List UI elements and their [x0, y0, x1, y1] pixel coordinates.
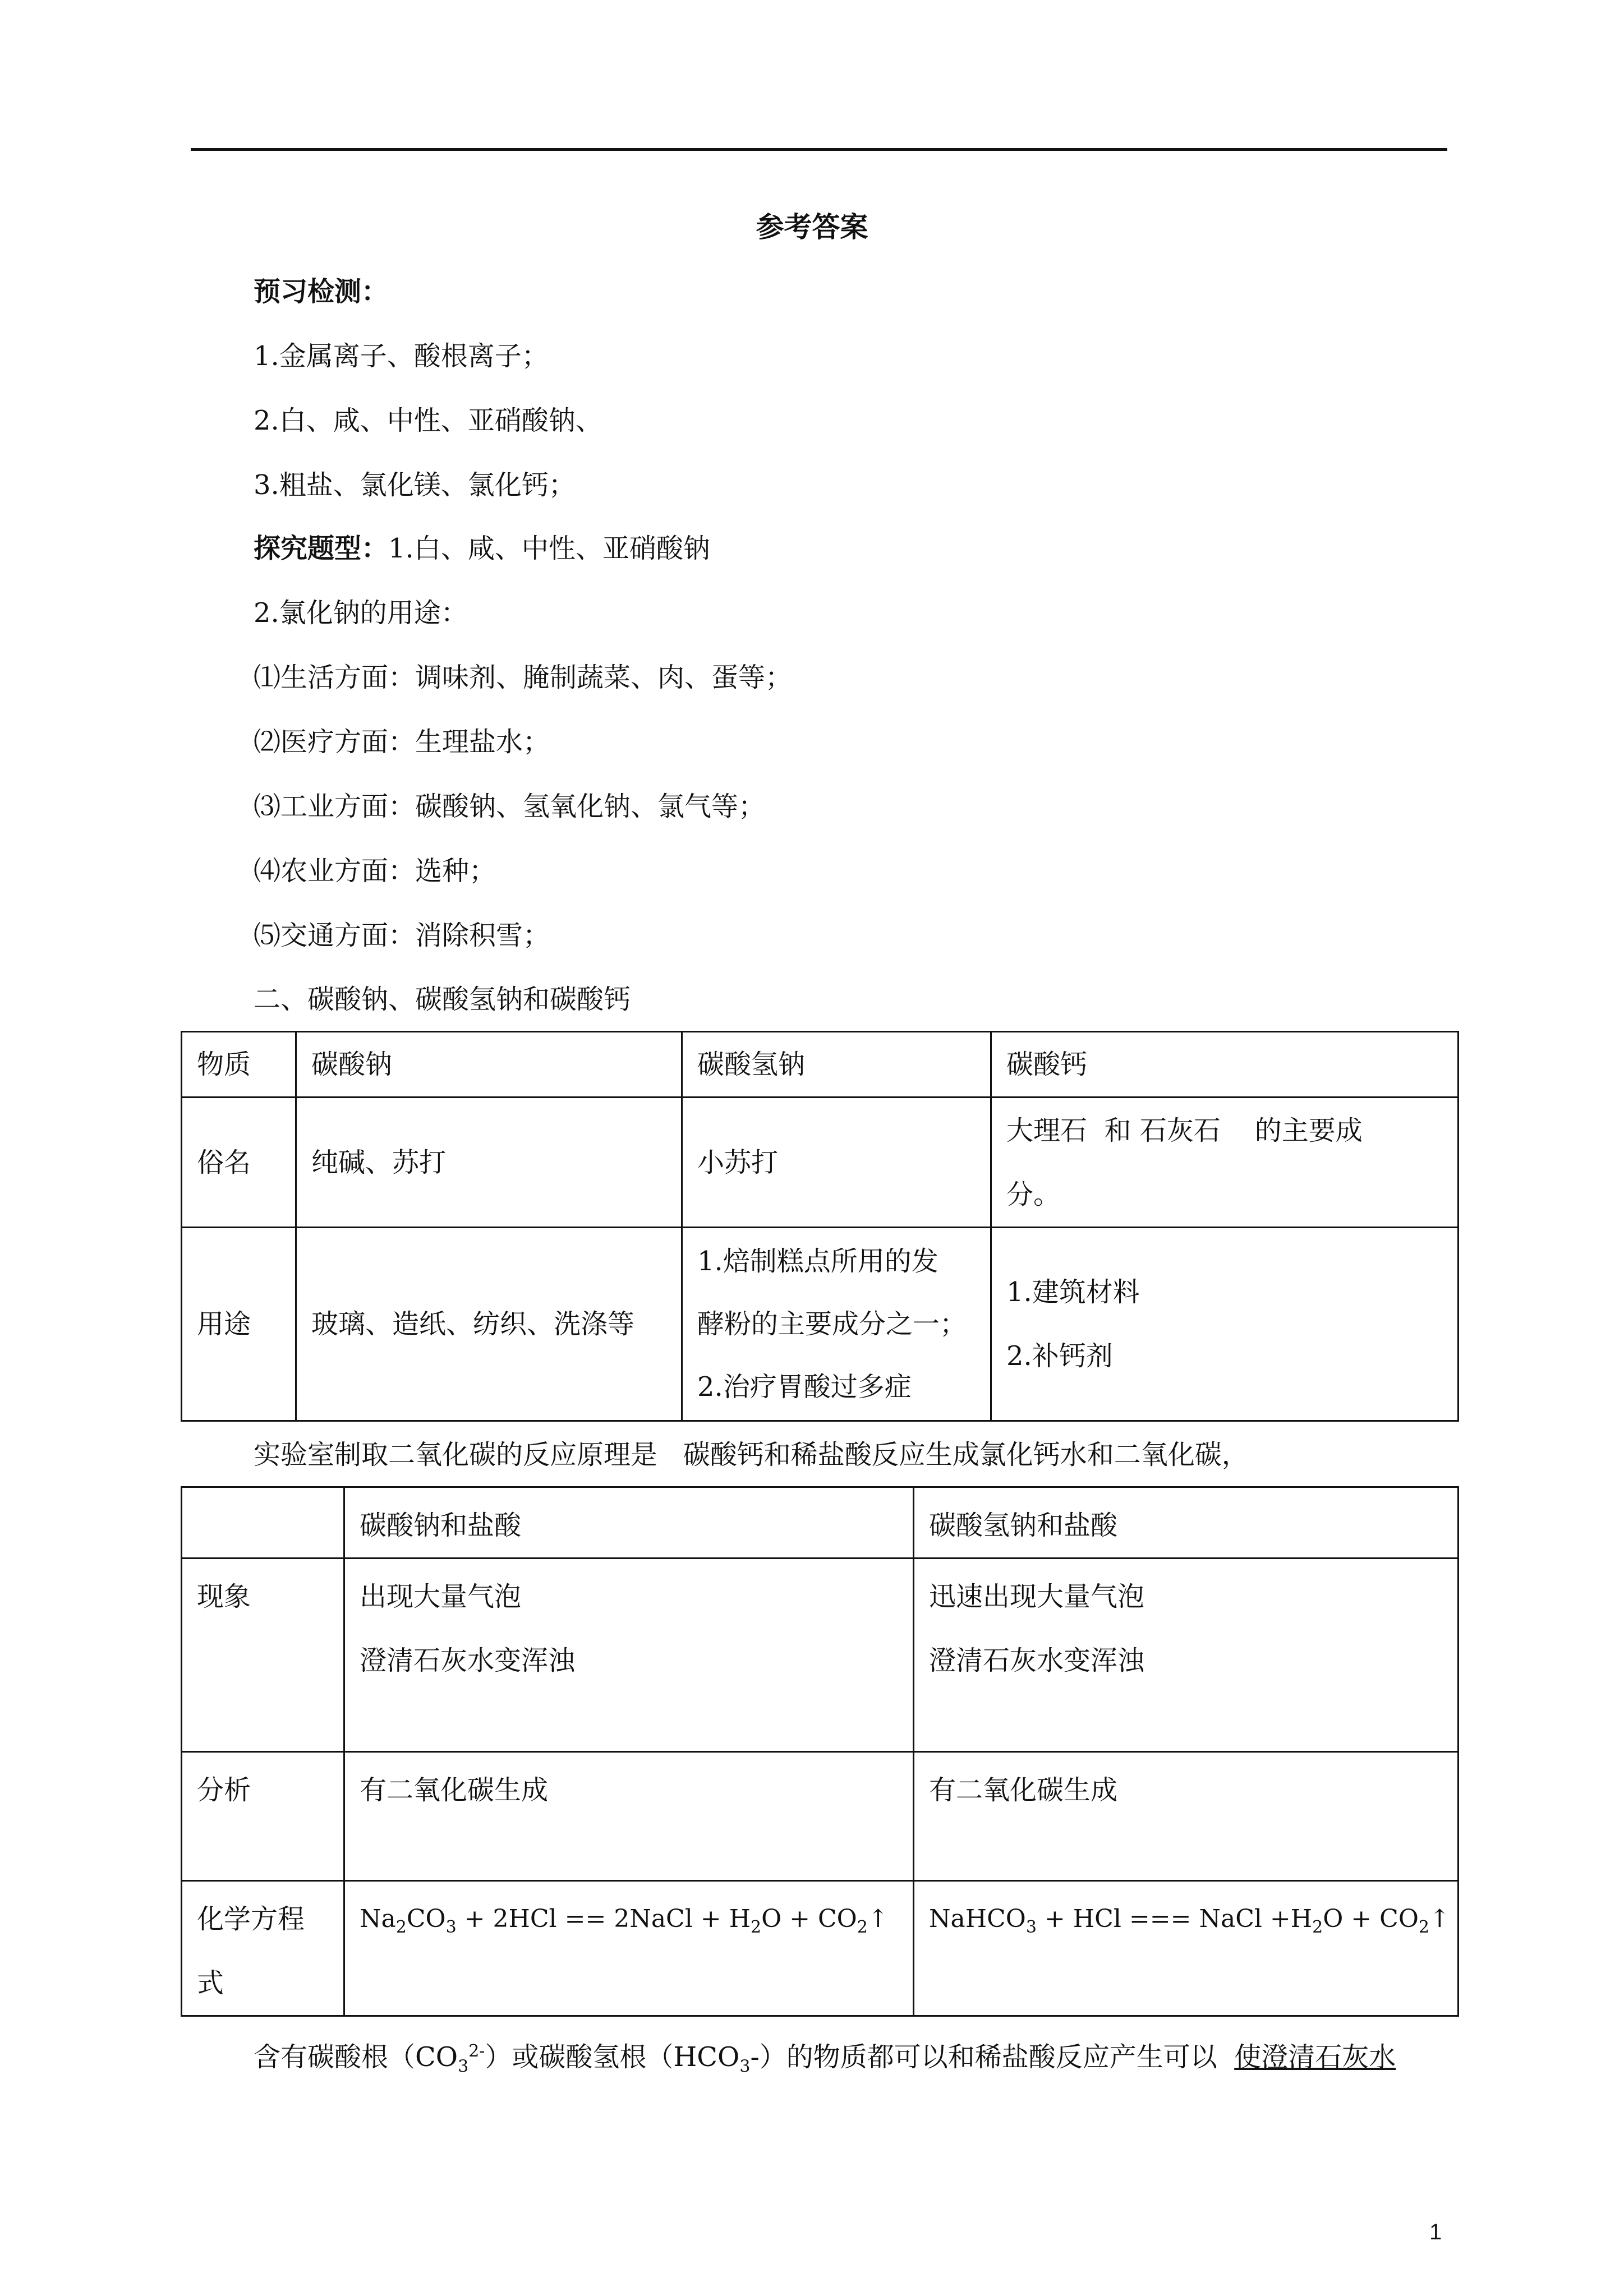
table-cell: 有二氧化碳生成: [914, 1752, 1459, 1881]
row-label-equation: [182, 1881, 344, 2016]
carbonate-note: 含有碳酸根$(CO_3^{2-})$或碳酸氢根$(HCO_3-)$的物质都可以和稀盐酸反应产生可以 使澄清石灰水: [254, 2041, 1396, 2077]
note-text: 含有碳酸根（CO: [254, 2041, 458, 2073]
table-row: [182, 1228, 1459, 1421]
table-cell: [914, 1559, 1459, 1752]
cell-line: 1.建筑材料: [1006, 1276, 1140, 1308]
table-cell: 玻璃、造纸、纺织、洗涤等: [296, 1228, 682, 1421]
table-row: [182, 1752, 1459, 1881]
table-row: [182, 1487, 1459, 1559]
table-row: [182, 1881, 1459, 2016]
cell-line: 2.补钙剂: [1006, 1340, 1113, 1372]
cell-line: 1.焙制糕点所用的发: [697, 1246, 938, 1277]
table-header-cell: 碳酸钠和盐酸: [344, 1487, 914, 1559]
table-row: [182, 1032, 1459, 1098]
cell-line: 分。: [1006, 1178, 1061, 1210]
cell-line: 迅速出现大量气泡: [929, 1581, 1145, 1612]
row-label-common-name: 俗名: [182, 1098, 296, 1228]
carbonates-table: [181, 1031, 1459, 1422]
cell-line: 出现大量气泡: [360, 1581, 522, 1612]
equation-nahco3: NaHCO$_3$ + HCl === NaCl $+H_2O$ + $CO_2↑$: [914, 1881, 1459, 2016]
table-cell: [344, 1559, 914, 1752]
reaction-table: [181, 1486, 1459, 2017]
table-cell: [991, 1228, 1459, 1421]
table-header-cell: 碳酸氢钠和盐酸: [914, 1487, 1459, 1559]
row-label-analysis: 分析: [182, 1752, 344, 1881]
note-underlined-text: 使澄清石灰水: [1234, 2041, 1396, 2073]
table-header-cell: 碳酸钠: [296, 1032, 682, 1098]
note-text: ）或碳酸氢根（HCO: [485, 2041, 740, 2073]
table-header-cell: 碳酸钙: [991, 1032, 1459, 1098]
preview-item-1: 1.金属离子、酸根离子；: [254, 340, 549, 372]
table-cell: [991, 1098, 1459, 1228]
page-title: 参考答案: [756, 210, 868, 243]
header-rule: [191, 148, 1447, 151]
cell-line: 酵粉的主要成分之一；: [697, 1308, 967, 1340]
table-cell: 小苏打: [682, 1098, 991, 1228]
preview-item-2: 2.白、咸、中性、亚硝酸钠、: [254, 405, 602, 436]
use-item-3: ⑶工业方面：碳酸钠、氢氧化钠、氯气等；: [254, 791, 766, 822]
preview-item-3: 3.粗盐、氯化镁、氯化钙；: [254, 469, 576, 501]
section-2-heading: 二、碳酸钠、碳酸氢钠和碳酸钙: [254, 984, 631, 1015]
table-cell: 有二氧化碳生成: [344, 1752, 914, 1881]
cell-line: 式: [197, 1967, 224, 1999]
cell-line: 2.治疗胃酸过多症: [697, 1371, 912, 1403]
table-header-cell: [182, 1487, 344, 1559]
use-item-5: ⑸交通方面：消除积雪；: [254, 920, 550, 951]
row-label-phenomenon: 现象: [182, 1559, 344, 1752]
page-number: 1: [1429, 2220, 1442, 2244]
table-row: [182, 1559, 1459, 1752]
use-item-2: ⑵医疗方面：生理盐水；: [254, 726, 550, 758]
cell-line: 澄清石灰水变浑浊: [929, 1645, 1145, 1676]
table-header-cell: 物质: [182, 1032, 296, 1098]
table-cell: 纯碱、苏打: [296, 1098, 682, 1228]
use-item-4: ⑷农业方面：选种；: [254, 855, 496, 887]
preview-heading: 预习检测：: [254, 276, 389, 307]
explore-first: 1.白、咸、中性、亚硝酸钠: [388, 533, 710, 564]
explore-line: [254, 532, 710, 565]
cell-line: 大理石 和 石灰石 的主要成: [1006, 1114, 1363, 1146]
explore-heading: 探究题型：: [254, 533, 389, 564]
cell-line: 化学方程: [197, 1903, 305, 1935]
uses-title: 2.氯化钠的用途：: [254, 597, 468, 629]
use-item-1: ⑴生活方面：调味剂、腌制蔬菜、肉、蛋等；: [254, 662, 793, 693]
row-label-uses: 用途: [182, 1228, 296, 1421]
table-cell: [682, 1228, 991, 1421]
equation-na2co3: $Na_2CO_3 + 2HCl$ == 2NaCl + $H_2O$ + $CO_2↑$: [344, 1881, 914, 2016]
table-row: [182, 1098, 1459, 1228]
lab-principle-text: 实验室制取二氧化碳的反应原理是 碳酸钙和稀盐酸反应生成氯化钙水和二氧化碳，: [254, 1439, 1249, 1470]
note-text: -）的物质都可以和稀盐酸反应产生可以: [750, 2041, 1217, 2073]
cell-line: 澄清石灰水变浑浊: [360, 1645, 576, 1676]
table-header-cell: 碳酸氢钠: [682, 1032, 991, 1098]
